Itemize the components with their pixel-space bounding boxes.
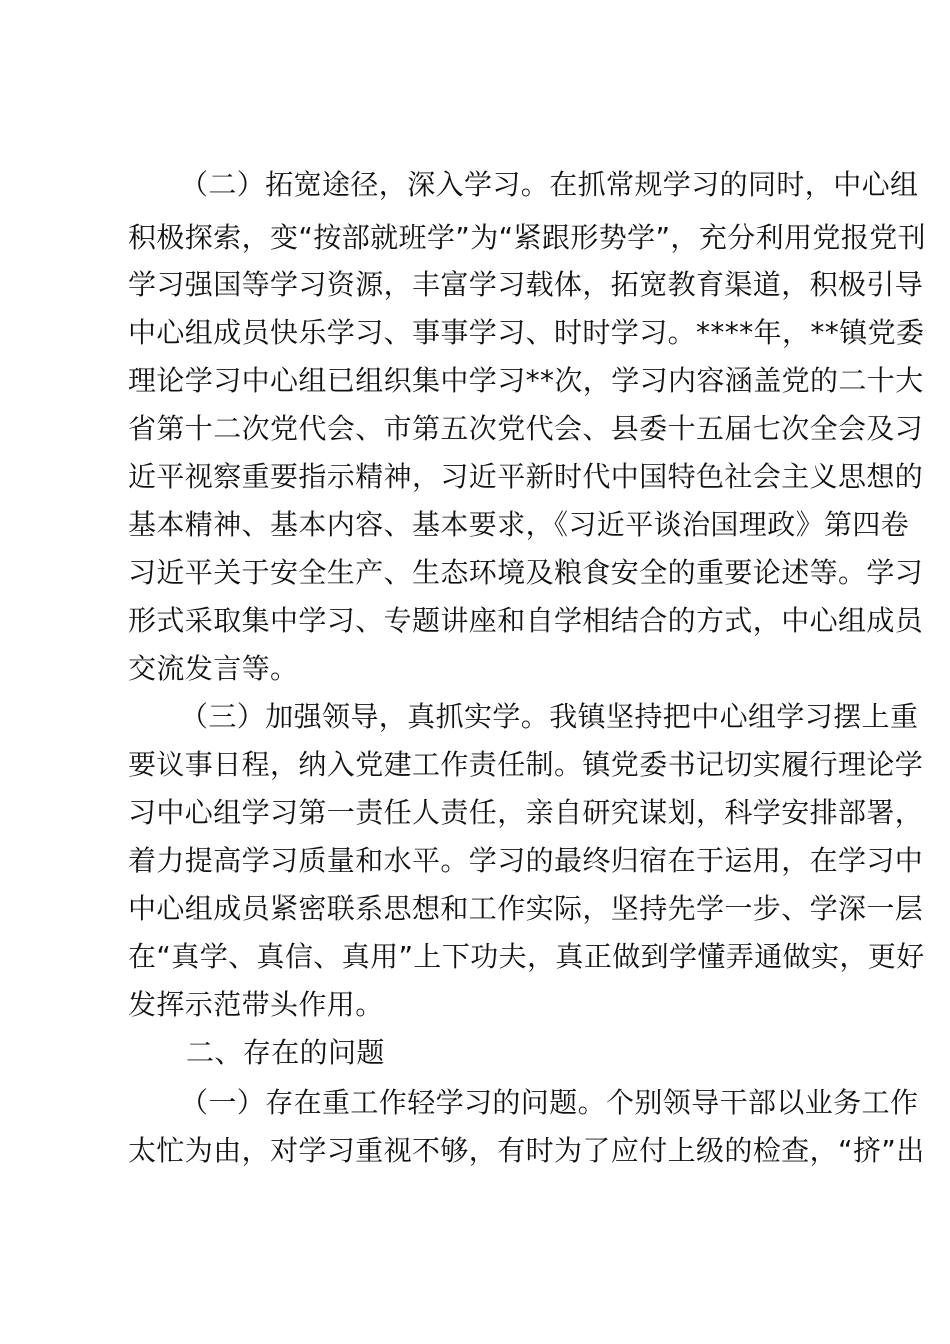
- paragraph-2-line-6: 省第十二次党代会、市第五次党代会、县委十五届七次全会及习: [128, 412, 924, 445]
- paragraph-2-line-4: 中心组成员快乐学习、事事学习、时时学习。****年，**镇党委: [128, 316, 925, 349]
- paragraph-2-line-1: （二）拓宽途径，深入学习。在抓常规学习的同时，中心组: [180, 168, 919, 201]
- paragraph-2-line-2: 积极探索，变“按部就班学”为“紧跟形势学”，充分利用党报党刊: [128, 221, 927, 254]
- paragraph-3-line-7: 发挥示范带头作用。: [128, 988, 384, 1021]
- paragraph-2-line-8: 基本精神、基本内容、基本要求，《习近平谈治国理政》第四卷: [128, 508, 910, 541]
- paragraph-3-line-1: （三）加强领导，真抓实学。我镇坚持把中心组学习摆上重: [180, 700, 919, 733]
- paragraph-2-line-11: 交流发言等。: [128, 652, 299, 685]
- paragraph-2-line-5: 理论学习中心组已组织集中学习**次，学习内容涵盖党的二十大: [128, 364, 924, 397]
- paragraph-3-line-6: 在“真学、真信、真用”上下功夫，真正做到学懂弄通做实，更好: [128, 940, 925, 973]
- paragraph-3-line-2: 要议事日程，纳入党建工作责任制。镇党委书记切实履行理论学: [128, 748, 924, 781]
- paragraph-4-line-1: （一）存在重工作轻学习的问题。个别领导干部以业务工作: [180, 1086, 919, 1119]
- paragraph-3-line-5: 中心组成员紧密联系思想和工作实际，坚持先学一步、学深一层: [128, 892, 924, 925]
- paragraph-2-line-10: 形式采取集中学习、专题讲座和自学相结合的方式，中心组成员: [128, 604, 924, 637]
- paragraph-4-line-2: 太忙为由，对学习重视不够，有时为了应付上级的检查，“挤”出: [128, 1134, 925, 1167]
- paragraph-2-line-9: 习近平关于安全生产、生态环境及粮食安全的重要论述等。学习: [128, 556, 924, 589]
- paragraph-3-line-4: 着力提高学习质量和水平。学习的最终归宿在于运用，在学习中: [128, 844, 924, 877]
- paragraph-2-line-7: 近平视察重要指示精神，习近平新时代中国特色社会主义思想的: [128, 460, 924, 493]
- paragraph-3-line-3: 习中心组学习第一责任人责任，亲自研究谋划，科学安排部署，: [128, 796, 924, 829]
- paragraph-2-line-3: 学习强国等学习资源，丰富学习载体，拓宽教育渠道，积极引导: [128, 268, 924, 301]
- section-heading: 二、存在的问题: [186, 1036, 385, 1069]
